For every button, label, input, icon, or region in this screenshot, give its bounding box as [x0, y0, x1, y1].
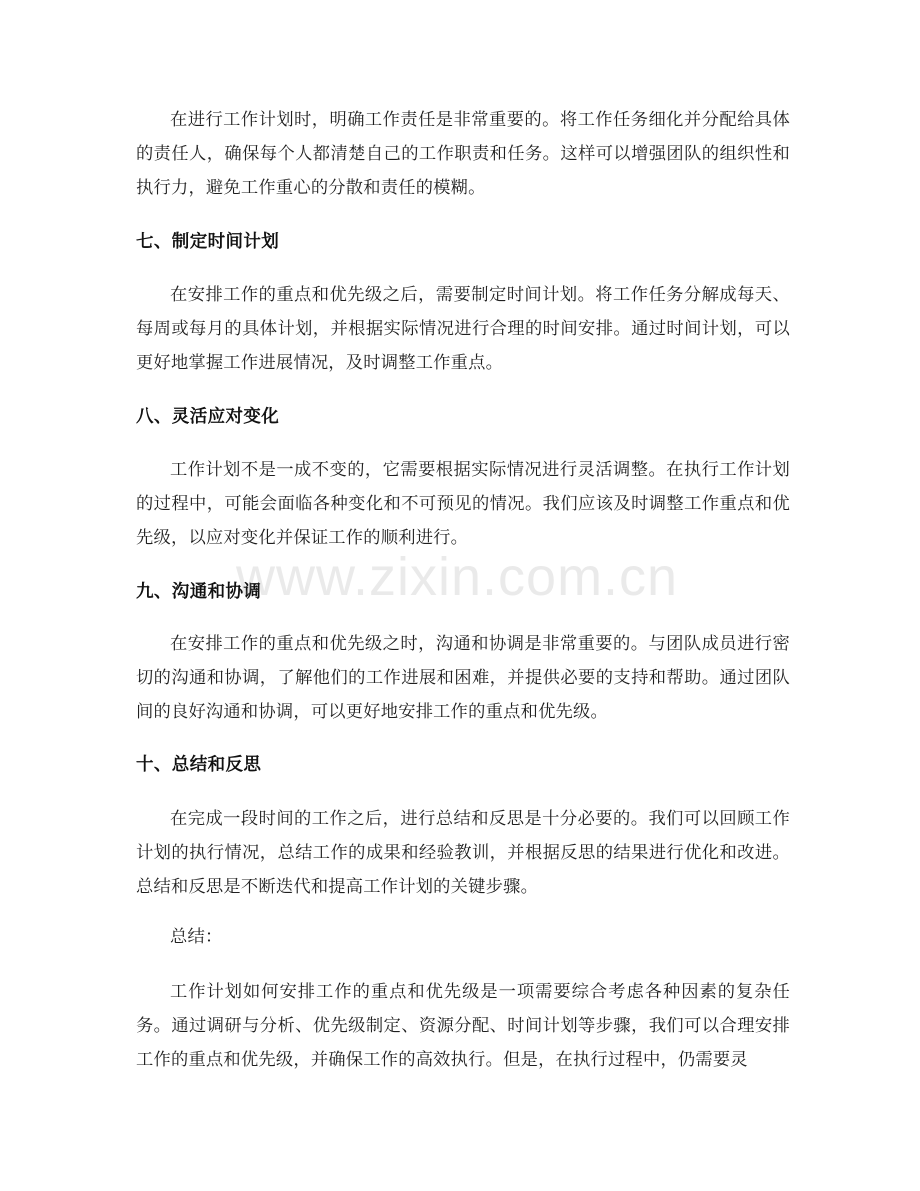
watermark: www.zixin.com.cn	[236, 547, 679, 607]
paragraph-conclusion: 工作计划如何安排工作的重点和优先级是一项需要综合考虑各种因素的复杂任务。通过调研与分析、优先级制定、资源分配、时间计划等步骤，我们可以合理安排工作的重点和优先级，并确保工作的高效执行。但是，在执行过程中，仍需要灵	[136, 982, 790, 1070]
paragraph-work-responsibility: 在进行工作计划时，明确工作责任是非常重要的。将工作任务细化并分配给具体的责任人，确保每个人都清楚自己的工作职责和任务。这样可以增强团队的组织性和执行力，避免工作重心的分散和责任的模糊。	[136, 110, 790, 198]
paragraph-summary-reflection: 在完成一段时间的工作之后，进行总结和反思是十分必要的。我们可以回顾工作计划的执行情况，总结工作的成果和经验教训，并根据反思的结果进行优化和改进。总结和反思是不断迭代和提高工作计划的关键步骤。	[136, 809, 790, 897]
paragraph-flexible-response: 工作计划不是一成不变的，它需要根据实际情况进行灵活调整。在执行工作计划的过程中，可能会面临各种变化和不可预见的情况。我们应该及时调整工作重点和优先级，以应对变化并保证工作的顺利进行。	[136, 460, 790, 548]
paragraph-communication: 在安排工作的重点和优先级之时，沟通和协调是非常重要的。与团队成员进行密切的沟通和协调，了解他们的工作进展和困难，并提供必要的支持和帮助。通过团队间的良好沟通和协调，可以更好地安排工作的重点和优先级。	[136, 634, 790, 722]
heading-section-10: 十、总结和反思	[136, 755, 262, 775]
summary-label: 总结：	[170, 927, 223, 947]
heading-section-8: 八、灵活应对变化	[136, 407, 280, 427]
heading-section-9: 九、沟通和协调	[136, 582, 262, 602]
paragraph-time-plan: 在安排工作的重点和优先级之后，需要制定时间计划。将工作任务分解成每天、每周或每月的具体计划，并根据实际情况进行合理的时间安排。通过时间计划，可以更好地掌握工作进展情况，及时调整工作重点。	[136, 285, 790, 373]
heading-section-7: 七、制定时间计划	[136, 232, 280, 252]
